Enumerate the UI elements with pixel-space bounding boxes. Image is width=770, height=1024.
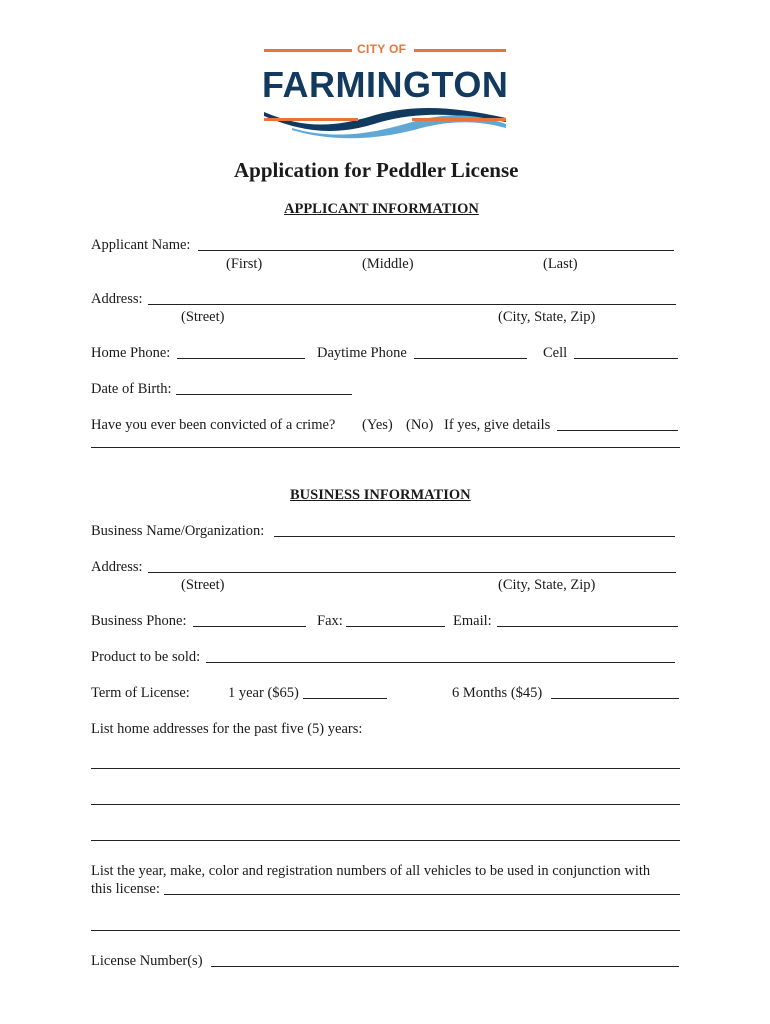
crime-no-option[interactable]: (No) bbox=[406, 417, 434, 433]
home-address-line-3[interactable] bbox=[91, 840, 680, 841]
home-address-line-1[interactable] bbox=[91, 768, 680, 769]
applicant-name-field[interactable] bbox=[198, 250, 674, 251]
last-name-caption: (Last) bbox=[543, 256, 578, 272]
crime-question-label: Have you ever been convicted of a crime? bbox=[91, 417, 336, 433]
email-field[interactable] bbox=[497, 626, 678, 627]
dob-field[interactable] bbox=[176, 394, 352, 395]
logo-rule-left bbox=[264, 49, 352, 52]
business-name-field[interactable] bbox=[274, 536, 675, 537]
term-6-months-option[interactable]: 6 Months ($45) bbox=[452, 685, 543, 701]
business-phone-field[interactable] bbox=[193, 626, 306, 627]
term-label: Term of License: bbox=[91, 685, 190, 701]
logo-wave-icon bbox=[262, 100, 508, 140]
term-6-months-field[interactable] bbox=[551, 698, 679, 699]
fax-field[interactable] bbox=[346, 626, 445, 627]
crime-details-field[interactable] bbox=[557, 430, 678, 431]
product-label: Product to be sold: bbox=[91, 649, 201, 665]
home-phone-label: Home Phone: bbox=[91, 345, 171, 361]
product-field[interactable] bbox=[206, 662, 675, 663]
vehicles-label-line-1: List the year, make, color and registration numbers of all vehicles to be used in conjunction with bbox=[91, 863, 651, 879]
applicant-street-caption: (Street) bbox=[181, 309, 225, 325]
business-phone-label: Business Phone: bbox=[91, 613, 187, 629]
middle-name-caption: (Middle) bbox=[362, 256, 414, 272]
cell-field[interactable] bbox=[574, 358, 678, 359]
dob-label: Date of Birth: bbox=[91, 381, 172, 397]
term-1-year-option[interactable]: 1 year ($65) bbox=[228, 685, 299, 701]
term-1-year-field[interactable] bbox=[303, 698, 387, 699]
fax-label: Fax: bbox=[317, 613, 343, 629]
crime-details-label: If yes, give details bbox=[444, 417, 551, 433]
applicant-address-field[interactable] bbox=[148, 304, 676, 305]
home-addresses-label: List home addresses for the past five (5) years: bbox=[91, 721, 363, 737]
license-numbers-field[interactable] bbox=[211, 966, 679, 967]
crime-details-field-2[interactable] bbox=[91, 447, 680, 448]
page-title: Application for Peddler License bbox=[234, 158, 519, 182]
business-section-heading: BUSINESS INFORMATION bbox=[290, 487, 471, 503]
logo-farmington-text: FARMINGTON bbox=[262, 64, 509, 105]
applicant-name-label: Applicant Name: bbox=[91, 237, 191, 253]
crime-yes-option[interactable]: (Yes) bbox=[362, 417, 393, 433]
business-city-caption: (City, State, Zip) bbox=[498, 577, 596, 593]
daytime-phone-field[interactable] bbox=[414, 358, 527, 359]
first-name-caption: (First) bbox=[226, 256, 263, 272]
email-label: Email: bbox=[453, 613, 492, 629]
home-address-line-2[interactable] bbox=[91, 804, 680, 805]
applicant-city-caption: (City, State, Zip) bbox=[498, 309, 596, 325]
applicant-address-label: Address: bbox=[91, 291, 143, 307]
logo-rule-right bbox=[414, 49, 506, 52]
vehicles-field-2[interactable] bbox=[91, 930, 680, 931]
logo-city-of-text: CITY OF bbox=[357, 42, 407, 56]
home-phone-field[interactable] bbox=[177, 358, 305, 359]
vehicles-field-1[interactable] bbox=[164, 894, 680, 895]
applicant-section-heading: APPLICANT INFORMATION bbox=[284, 201, 479, 217]
daytime-phone-label: Daytime Phone bbox=[317, 345, 407, 361]
business-street-caption: (Street) bbox=[181, 577, 225, 593]
business-address-field[interactable] bbox=[148, 572, 676, 573]
cell-label: Cell bbox=[543, 345, 568, 361]
business-address-label: Address: bbox=[91, 559, 143, 575]
vehicles-label-line-2: this license: bbox=[91, 881, 160, 897]
business-name-label: Business Name/Organization: bbox=[91, 523, 265, 539]
license-numbers-label: License Number(s) bbox=[91, 953, 203, 969]
